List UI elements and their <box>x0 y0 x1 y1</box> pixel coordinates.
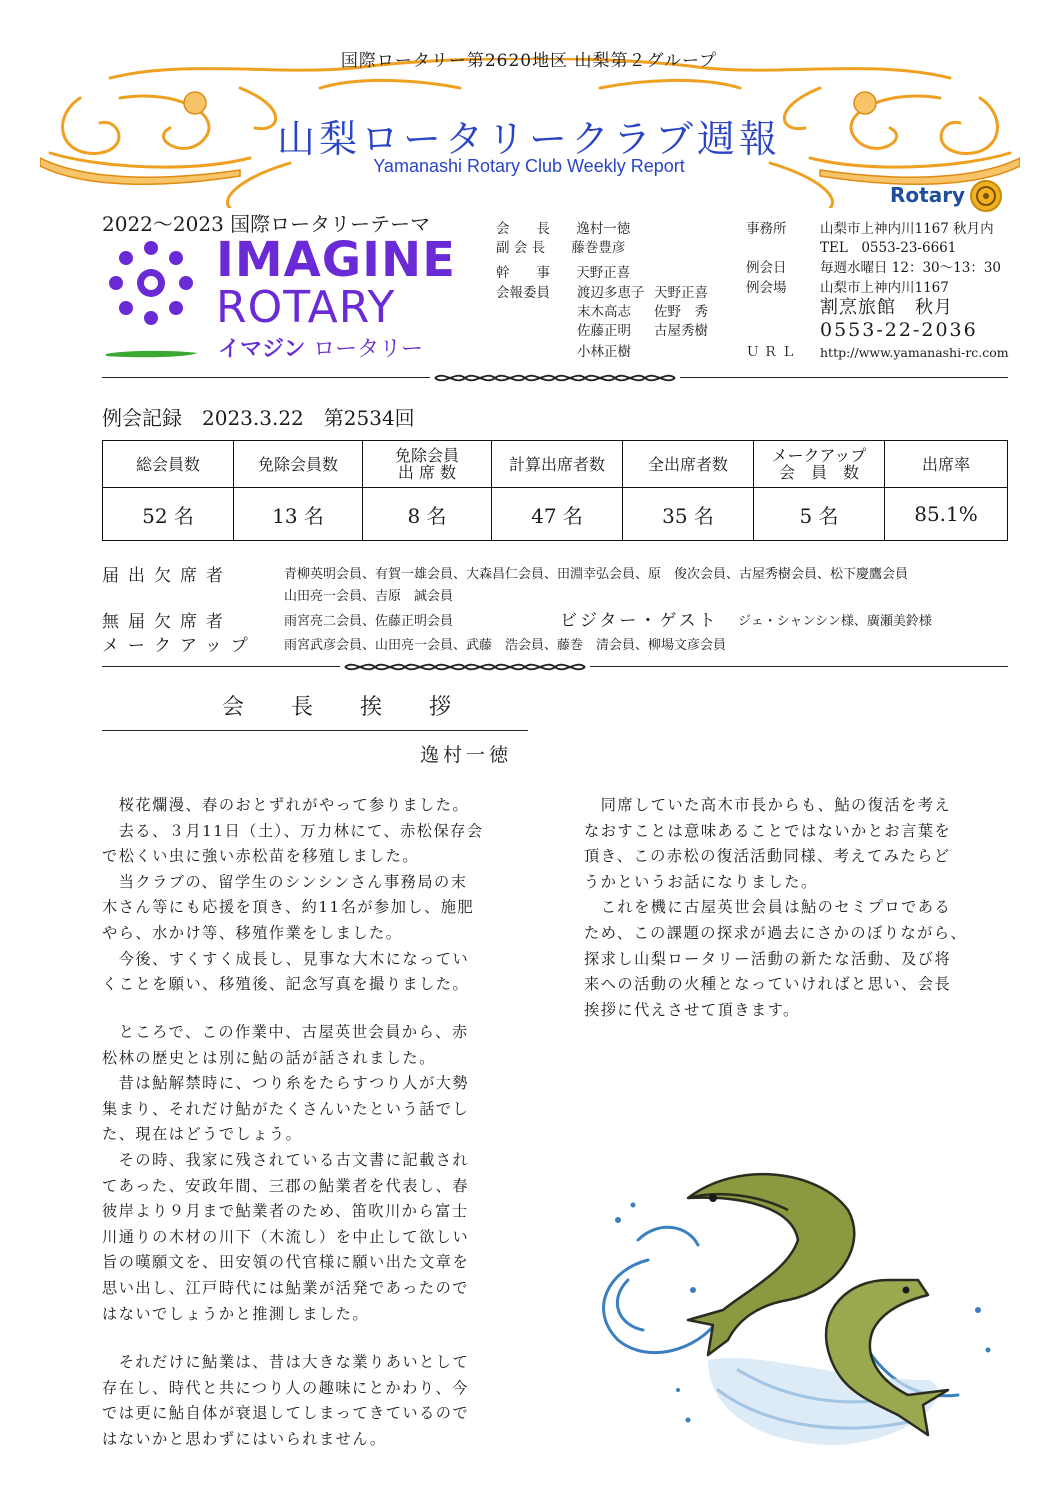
rotary-logo-text: Rotary <box>890 183 966 207</box>
office-tel: TEL 0553-23-6661 <box>820 240 957 256</box>
newsletter-title: 山梨ロータリークラブ週報 <box>276 117 781 161</box>
value-attendance-rate: 85.1% <box>885 488 1008 541</box>
value-calculated-attendance: 47 名 <box>492 488 623 541</box>
theme-word-imagine: IMAGINE <box>216 232 456 288</box>
officer-name: 天野正喜 <box>576 265 631 281</box>
visitor-text: ジェ・シャンシン様、廣瀬美鈴様 <box>738 614 932 629</box>
imagine-sun-icon <box>108 240 194 326</box>
meeting-day-label: 例会日 <box>746 260 787 276</box>
officer-secretary <box>496 264 630 283</box>
venue-label: 例会場 <box>746 280 787 296</box>
meeting-day-value: 毎週水曜日 12：30～13：30 <box>820 260 1002 276</box>
makeup-text: 雨宮武彦会員、山田亮一会員、武藤 浩会員、藤巻 清会員、柳場文彦会員 <box>284 638 727 653</box>
theme-word-rotary: ROTARY <box>216 282 396 333</box>
visitor-label: ビジター・ゲスト <box>560 611 719 631</box>
makeup-label: メークアップ <box>102 636 257 656</box>
url-label: Ｕ Ｒ Ｌ <box>746 344 796 360</box>
district-label: 国際ロータリー第2620地区 山梨第２グループ <box>340 51 718 71</box>
header-makeup-members: メークアップ 会 員 数 <box>754 441 885 488</box>
header-total-members: 総会員数 <box>103 441 234 488</box>
officer-name: 藤巻豊彦 <box>571 240 626 256</box>
committee-member: 小林正樹 <box>577 344 631 360</box>
url-link[interactable]: http://www.yamanashi-rc.com <box>820 345 1009 360</box>
committee-member: 天野正喜 <box>654 285 708 301</box>
value-total-attendance: 35 名 <box>623 488 754 541</box>
office-address: 山梨市上神内川1167 秋月内 <box>820 221 994 237</box>
greeting-paragraph-right: 同席していた高木市長からも、鮎の復活を考え なおすことは意味あることではないかとお言葉を 頂き、この赤松の復活活動同様、考えてみたらど うかというお話になりました。 これを機に古屋英世会員は鮎のセミプロである ため、この課題の探求が過去にさかのぼりながら、 探求し山梨ロータリー活動の新たな活動、及び将 来への活動の火種となっていければと思い、会長 挨拶に代えさせて頂きます。 <box>584 796 968 1019</box>
officer-name: 逸村一徳 <box>576 221 631 237</box>
office-label: 事務所 <box>746 221 787 237</box>
wave-ornament-icon <box>430 370 680 386</box>
header-attendance-rate: 出席率 <box>885 441 1008 488</box>
ayu-fish-icon <box>588 1150 998 1450</box>
attendance-value-row <box>103 488 1008 541</box>
rotary-wheel-icon <box>968 178 1004 214</box>
section-divider <box>102 657 1008 677</box>
header-total-attendance: 全出席者数 <box>623 441 754 488</box>
venue-phone: 0553-22-2036 <box>820 319 978 341</box>
value-makeup-members: 5 名 <box>754 488 885 541</box>
unnotified-absence-label: 無届欠席者 <box>102 612 232 632</box>
venue-name: 割烹旅館 秋月 <box>820 297 953 318</box>
theme-kana <box>218 332 423 363</box>
committee-member: 古屋秀樹 <box>654 323 708 339</box>
attendance-header-row <box>103 441 1008 488</box>
header-exempt-attendance: 免除会員 出 席 数 <box>363 441 492 488</box>
meeting-record-title: 例会記録 2023.3.22 第2534回 <box>102 406 415 430</box>
committee-member: 佐藤正明 <box>577 323 631 339</box>
committee-member: 末木高志 <box>577 304 631 320</box>
header-exempt-members: 免除会員数 <box>234 441 363 488</box>
greeting-title: 会 長 挨 拶 <box>222 695 471 720</box>
officer-vice-president <box>496 239 625 258</box>
committee-member: 佐野 秀 <box>654 304 708 320</box>
officer-president <box>496 220 630 239</box>
officer-role: 副 会 長 <box>496 240 546 256</box>
unnotified-absence-text: 雨宮亮二会員、佐藤正明会員 <box>284 614 454 629</box>
greeting-title-underline <box>102 730 528 731</box>
newsletter-subtitle: Yamanashi Rotary Club Weekly Report <box>373 156 685 176</box>
value-exempt-attendance: 8 名 <box>363 488 492 541</box>
theme-kana-a: イマジン <box>218 337 306 362</box>
greeting-author: 逸村一徳 <box>420 744 513 766</box>
notified-absence-line2: 山田亮一会員、吉原 誠会員 <box>284 589 454 604</box>
committee-member: 渡辺多恵子 <box>577 285 645 301</box>
green-brush-stroke <box>104 349 200 359</box>
officer-role: 幹 事 <box>496 265 550 281</box>
officer-role: 会 長 <box>496 221 550 237</box>
notified-absence-line1: 青柳英明会員、有賀一雄会員、大森昌仁会員、田淵幸弘会員、原 俊次会員、古屋秀樹会員、松下慶鷹会員 <box>284 567 909 582</box>
attendance-table <box>102 440 1008 541</box>
rotary-logo <box>890 178 1010 214</box>
section-divider <box>102 368 1008 388</box>
officer-committee-role: 会報委員 <box>496 285 550 301</box>
venue-address: 山梨市上神内川1167 <box>820 280 949 296</box>
greeting-paragraph: それだけに鮎業は、昔は大きな業りあいとして 存在し、時代と共につり人の趣味にとかわり、今 では更に鮎自体が衰退してしまってきているので はないかと思わずにはいられません。 <box>102 1353 470 1448</box>
value-exempt-members: 13 名 <box>234 488 363 541</box>
header-calculated-attendance: 計算出席者数 <box>492 441 623 488</box>
notified-absence-label: 届出欠席者 <box>102 566 232 586</box>
value-total-members: 52 名 <box>103 488 234 541</box>
wave-ornament-icon <box>340 659 590 675</box>
greeting-paragraph: ところで、この作業中、古屋英世会員から、赤 松林の歴史とは別に鮎の話が話されました。 昔は鮎解禁時に、つり糸をたらすつり人が大勢 集まり、それだけ鮎がたくさんいたという話でし た、現在はどうでしょう。 その時、我家に残されている古文書に記載され てあった、安政年間、三郡の鮎業者を代表し、春 彼岸より９月まで鮎業者のため、笛吹川から富士 川通りの木材の川下（木流し）を中止して欲しい 旨の嘆願文を、田安領の代官様に願い出た文章を 思い出し、江戸時代には鮎業が活発であったので はないでしょうかと推測しました。 <box>102 1023 470 1323</box>
greeting-paragraph: 桜花爛漫、春のおとずれがやって参りました。 去る、３月11日（土）、万力林にて、赤松保存会 で松くい虫に強い赤松苗を移殖しました。 当クラブの、留学生のシンシンさん事務局の末 木さん等にも応援を頂き、約11名が参加し、施肥 やら、水かけ等、移殖作業をしました。 今後、すくすく成長し、見事な大木になってい くことを願い、移殖後、記念写真を撮りました。 <box>102 796 484 994</box>
theme-label: 2022～2023 国際ロータリーテーマ <box>102 212 431 236</box>
theme-kana-b: ロータリー <box>313 337 424 362</box>
